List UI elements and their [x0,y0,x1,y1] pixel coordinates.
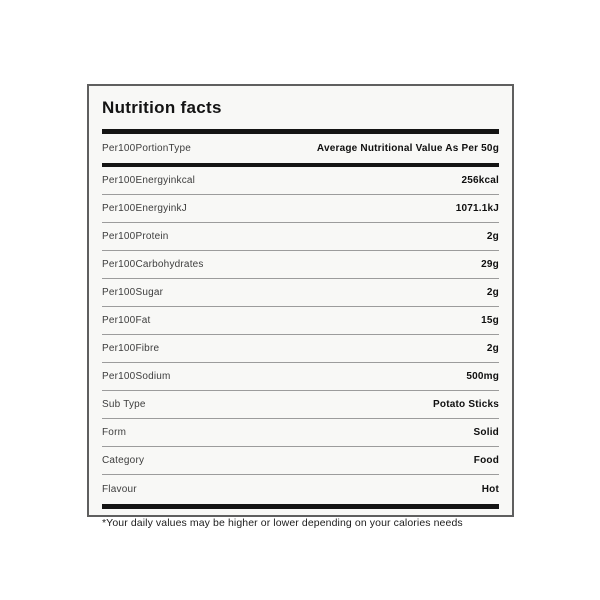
row-label: Category [102,455,145,466]
nutrition-row [102,195,499,223]
row-label: Per100Carbohydrates [102,259,204,270]
row-label: Form [102,427,127,438]
card-frame [87,84,514,529]
row-value: 2g [486,231,499,242]
row-value: 29g [481,259,499,270]
row-label: Per100Fibre [102,343,160,354]
nutrition-row [102,391,499,419]
row-value: Potato Sticks [433,399,499,410]
row-label: Per100Sugar [102,287,164,298]
row-label: Per100Energyinkcal [102,175,196,186]
row-value: 2g [486,343,499,354]
nutrition-row [102,475,499,504]
nutrition-row [102,251,499,279]
rows-container [102,167,499,504]
row-label: Sub Type [102,399,146,410]
row-value: 15g [481,315,499,326]
row-value: Solid [473,427,499,438]
nutrition-row [102,335,499,363]
row-value: 2g [486,287,499,298]
header-row-value: Average Nutritional Value As Per 50g [316,143,499,154]
nutrition-card [84,81,517,529]
row-value: 256kcal [461,175,499,186]
row-label: Flavour [102,484,137,495]
nutrition-row [102,307,499,335]
header-row [102,134,499,163]
nutrition-row [102,419,499,447]
row-label: Per100Sodium [102,371,171,382]
nutrition-row [102,167,499,195]
row-label: Per100Fat [102,315,151,326]
row-value: Food [473,455,499,466]
footnote-text: *Your daily values may be higher or lower depending on your calories needs [102,517,463,529]
row-label: Per100EnergyinkJ [102,203,187,214]
nutrition-row [102,223,499,251]
row-value: 500mg [466,371,499,382]
header-row-label: Per100PortionType [102,143,192,154]
row-value: Hot [481,484,499,495]
nutrition-row [102,447,499,475]
page-title: Nutrition facts [102,98,222,117]
nutrition-row [102,363,499,391]
row-value: 1071.1kJ [455,203,499,214]
nutrition-row [102,279,499,307]
row-label: Per100Protein [102,231,169,242]
